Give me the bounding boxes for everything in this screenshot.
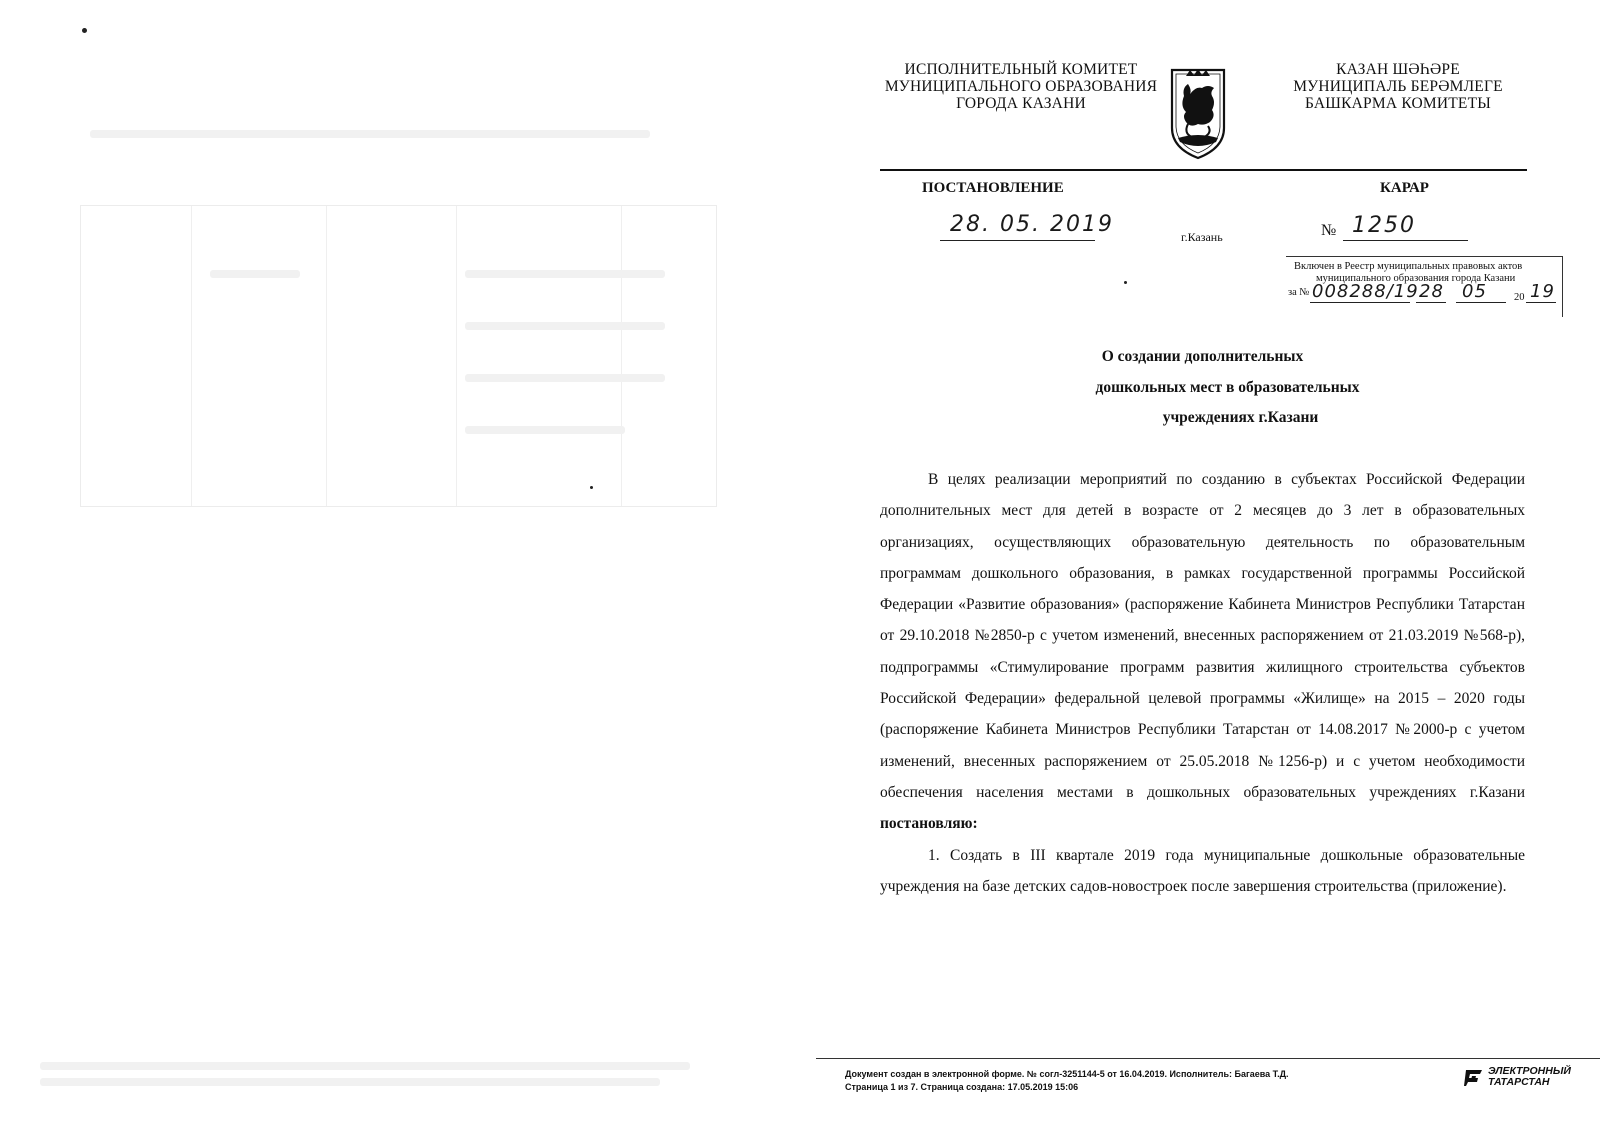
footer-rule <box>816 1058 1600 1059</box>
stamp-underline <box>1310 302 1410 303</box>
bleed-through-line <box>40 1078 660 1086</box>
stamp-month: 05 <box>1462 281 1487 302</box>
stamp-reg-number: 008288/19 <box>1312 281 1419 302</box>
header-rule <box>880 169 1527 171</box>
issuer-line: ИСПОЛНИТЕЛЬНЫЙ КОМИТЕТ <box>904 61 1138 78</box>
issuer-line: КАЗАН ШӘҺӘРЕ <box>1336 61 1460 78</box>
doc-title-line: учреждениях г.Казани <box>1162 409 1319 426</box>
issuer-name-tt <box>1286 61 1510 112</box>
stamp-year-prefix: 20 <box>1514 292 1525 303</box>
issuer-name-ru <box>872 61 1170 112</box>
stamp-underline <box>1526 302 1556 303</box>
bleed-through-line <box>40 1062 690 1070</box>
doc-title-line: О создании дополнительных <box>1101 348 1304 365</box>
bleed-through-line <box>465 322 665 330</box>
electronic-tatarstan-logo <box>1463 1066 1571 1088</box>
issuer-line: БАШКАРМА КОМИТЕТЫ <box>1305 95 1491 112</box>
footer-info <box>845 1068 1289 1094</box>
doc-type-ru: ПОСТАНОВЛЕНИЕ <box>922 180 1064 196</box>
footer-line: Документ создан в электронной форме. № согл-3251144-5 от 16.04.2019. Исполнитель: Багаева Т.Д. <box>845 1069 1289 1079</box>
issuer-line: ГОРОДА КАЗАНИ <box>956 95 1086 112</box>
bleed-through-line <box>210 270 300 278</box>
logo-text <box>1488 1066 1571 1088</box>
footer-line: Страница 1 из 7. Страница создана: 17.05.2019 15:06 <box>845 1082 1079 1092</box>
stamp-day: 28 <box>1419 281 1444 302</box>
speck <box>82 28 87 33</box>
stamp-line-1: Включен в Реестр муниципальных правовых актов <box>1294 261 1523 272</box>
doc-number: 1250 <box>1352 213 1416 238</box>
bleed-through-table <box>80 205 717 507</box>
stamp-row <box>1288 287 1309 298</box>
bleed-through-line <box>90 130 650 138</box>
doc-body <box>880 464 1525 902</box>
speck <box>590 486 593 489</box>
body-paragraph <box>880 464 1525 840</box>
bleed-through-line <box>465 270 665 278</box>
logo-line: ЭЛЕКТРОННЫЙ <box>1488 1065 1571 1077</box>
issuer-line: МУНИЦИПАЛЬНОГО ОБРАЗОВАНИЯ <box>884 78 1158 95</box>
doc-date: 28. 05. 2019 <box>950 212 1114 237</box>
doc-type-tt: КАРАР <box>1380 180 1429 196</box>
date-underline <box>940 240 1095 241</box>
doc-title-line: дошкольных мест в образовательных <box>1095 379 1360 396</box>
registry-stamp <box>1286 256 1563 317</box>
stamp-underline <box>1416 302 1446 303</box>
number-underline <box>1343 240 1468 241</box>
issuer-line: МУНИЦИПАЛЬ БЕРӘМЛЕГЕ <box>1293 78 1503 95</box>
number-sign: № <box>1321 222 1337 239</box>
body-paragraph-text: В целях реализации мероприятий по созданию в субъектах Российской Федерации дополнительных мест для детей в возрасте от 2 месяцев до 3 лет в образовательных организациях, осуществляющих образовательную деятельность по образовательным программам дошкольного образования, в рамках государственной программы Российской Федерации «Развитие образования» (распоряжение Кабинета Министров Республики Татарстан от 29.10.2018 №2850-р с учетом изменений, внесенных распоряжением от 21.03.2019 №568-р), подпрограммы «Стимулирование программ развития жилищного строительства субъектов Российской Федерации» федеральной целевой программы «Жилище» на 2015 – 2020 годы (распоряжение Кабинета Министров Республики Татарстан от 14.08.2017 №2000-р с учетом изменений, внесенных распоряжением от 25.05.2018 №1256-р) и с учетом необходимости обеспечения населения местами в дошкольных образовательных учреждениях г.Казани <box>880 471 1525 801</box>
electronic-tatarstan-logo-icon <box>1463 1066 1485 1088</box>
body-paragraph: 1. Создать в III квартале 2019 года муниципальные дошкольные образовательные учреждения на базе детских садов-новостроек после завершения строительства (приложение). <box>880 846 1525 895</box>
bleed-through-line <box>465 374 665 382</box>
kazan-coat-of-arms-icon <box>1168 66 1228 160</box>
logo-line: ТАТАРСТАН <box>1488 1076 1550 1088</box>
body-paragraph-bold: постановляю: <box>880 815 978 833</box>
stamp-year-suffix: 19 <box>1530 281 1555 302</box>
doc-city: г.Казань <box>1181 230 1223 244</box>
stamp-underline <box>1456 302 1506 303</box>
stamp-line-2: муниципального образования города Казани <box>1316 273 1516 284</box>
speck <box>1124 281 1127 284</box>
stamp-prefix: за № <box>1288 287 1310 298</box>
bleed-through-line <box>465 426 625 434</box>
